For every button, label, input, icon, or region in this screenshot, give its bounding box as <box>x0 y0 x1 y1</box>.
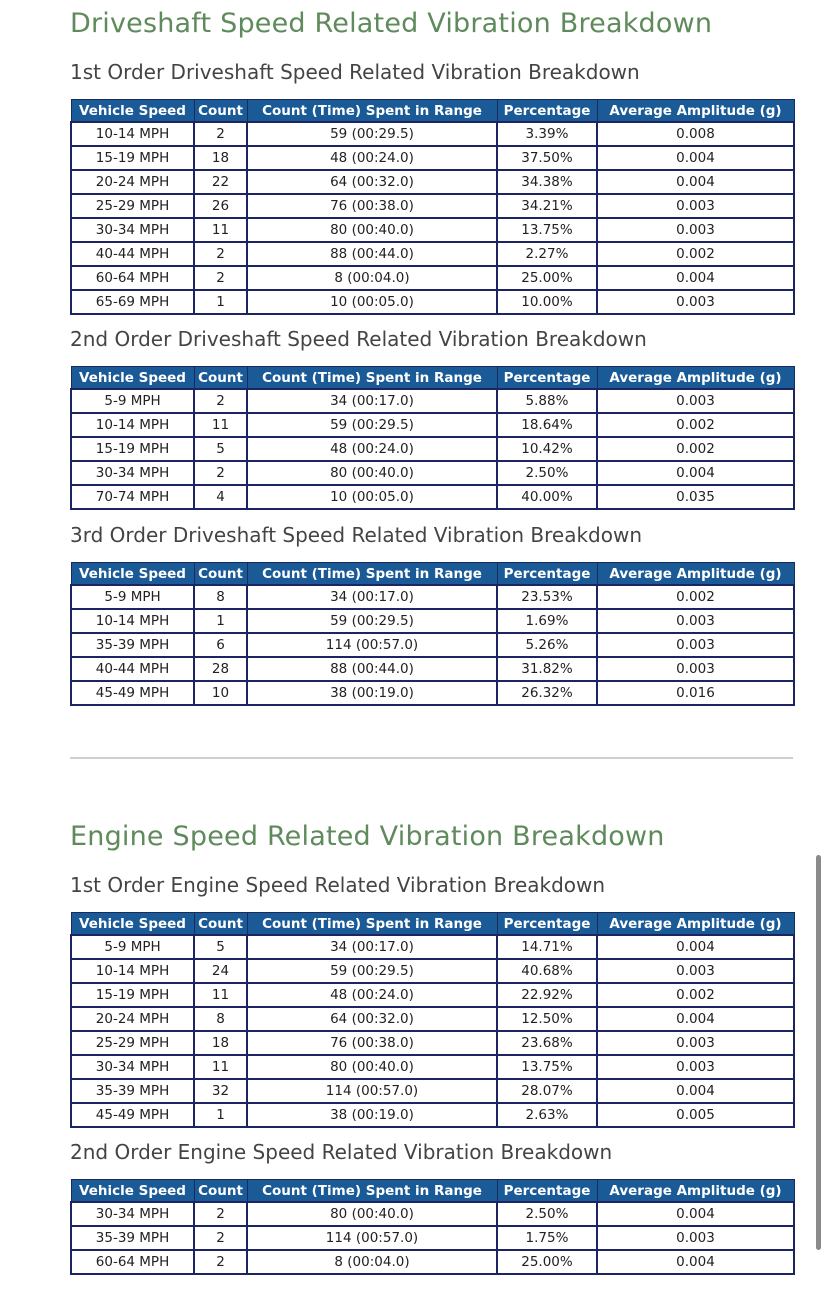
header-time-in-range: Count (Time) Spent in Range <box>247 563 497 586</box>
cell-avg-amplitude: 0.002 <box>597 437 794 461</box>
cell-avg-amplitude: 0.004 <box>597 1250 794 1274</box>
cell-time-in-range: 8 (00:04.0) <box>247 1250 497 1274</box>
cell-count: 8 <box>194 585 247 609</box>
header-count: Count <box>194 100 247 123</box>
cell-count: 4 <box>194 485 247 509</box>
cell-count: 2 <box>194 242 247 266</box>
cell-avg-amplitude: 0.002 <box>597 983 794 1007</box>
cell-count: 8 <box>194 1007 247 1031</box>
cell-time-in-range: 76 (00:38.0) <box>247 1031 497 1055</box>
header-percentage: Percentage <box>497 1180 597 1203</box>
driveshaft-section-title: Driveshaft Speed Related Vibration Breakdown <box>70 8 713 39</box>
cell-time-in-range: 10 (00:05.0) <box>247 485 497 509</box>
cell-avg-amplitude: 0.003 <box>597 1031 794 1055</box>
header-avg-amplitude: Average Amplitude (g) <box>597 100 794 123</box>
cell-vehicle-speed: 20-24 MPH <box>71 170 194 194</box>
table-header-row <box>71 367 794 390</box>
cell-vehicle-speed: 60-64 MPH <box>71 266 194 290</box>
cell-time-in-range: 59 (00:29.5) <box>247 413 497 437</box>
cell-avg-amplitude: 0.002 <box>597 242 794 266</box>
cell-percentage: 23.68% <box>497 1031 597 1055</box>
cell-avg-amplitude: 0.003 <box>597 194 794 218</box>
cell-percentage: 34.21% <box>497 194 597 218</box>
driveshaft-2nd-order-table <box>70 366 795 510</box>
cell-time-in-range: 80 (00:40.0) <box>247 1055 497 1079</box>
cell-time-in-range: 34 (00:17.0) <box>247 389 497 413</box>
cell-avg-amplitude: 0.004 <box>597 146 794 170</box>
driveshaft-1st-order-title: 1st Order Driveshaft Speed Related Vibration Breakdown <box>70 60 640 84</box>
cell-time-in-range: 34 (00:17.0) <box>247 585 497 609</box>
cell-vehicle-speed: 15-19 MPH <box>71 983 194 1007</box>
cell-avg-amplitude: 0.002 <box>597 585 794 609</box>
cell-count: 1 <box>194 290 247 314</box>
cell-percentage: 12.50% <box>497 1007 597 1031</box>
cell-count: 26 <box>194 194 247 218</box>
cell-percentage: 28.07% <box>497 1079 597 1103</box>
cell-percentage: 10.00% <box>497 290 597 314</box>
cell-count: 2 <box>194 1202 247 1226</box>
cell-time-in-range: 80 (00:40.0) <box>247 461 497 485</box>
table-header-row <box>71 100 794 123</box>
table-row <box>71 1250 794 1274</box>
header-percentage: Percentage <box>497 367 597 390</box>
table-row <box>71 1202 794 1226</box>
cell-vehicle-speed: 5-9 MPH <box>71 935 194 959</box>
table-row <box>71 437 794 461</box>
table-row <box>71 1031 794 1055</box>
table-header-row <box>71 913 794 936</box>
cell-count: 2 <box>194 266 247 290</box>
cell-avg-amplitude: 0.016 <box>597 681 794 705</box>
table-row <box>71 657 794 681</box>
table-row <box>71 1055 794 1079</box>
cell-count: 2 <box>194 461 247 485</box>
cell-time-in-range: 76 (00:38.0) <box>247 194 497 218</box>
table-row <box>71 1103 794 1127</box>
table-row <box>71 461 794 485</box>
cell-vehicle-speed: 35-39 MPH <box>71 1079 194 1103</box>
cell-count: 18 <box>194 146 247 170</box>
cell-avg-amplitude: 0.003 <box>597 389 794 413</box>
cell-percentage: 10.42% <box>497 437 597 461</box>
table-row <box>71 242 794 266</box>
cell-count: 5 <box>194 935 247 959</box>
cell-vehicle-speed: 30-34 MPH <box>71 1202 194 1226</box>
header-count: Count <box>194 1180 247 1203</box>
cell-count: 28 <box>194 657 247 681</box>
table-row <box>71 1079 794 1103</box>
cell-count: 18 <box>194 1031 247 1055</box>
cell-time-in-range: 88 (00:44.0) <box>247 657 497 681</box>
cell-percentage: 25.00% <box>497 266 597 290</box>
table-row <box>71 485 794 509</box>
cell-count: 11 <box>194 218 247 242</box>
table-row <box>71 266 794 290</box>
cell-avg-amplitude: 0.004 <box>597 266 794 290</box>
table-row <box>71 122 794 146</box>
cell-count: 24 <box>194 959 247 983</box>
cell-vehicle-speed: 25-29 MPH <box>71 194 194 218</box>
cell-percentage: 13.75% <box>497 218 597 242</box>
cell-percentage: 40.00% <box>497 485 597 509</box>
cell-avg-amplitude: 0.003 <box>597 290 794 314</box>
cell-time-in-range: 38 (00:19.0) <box>247 681 497 705</box>
cell-count: 2 <box>194 122 247 146</box>
cell-percentage: 23.53% <box>497 585 597 609</box>
header-vehicle-speed: Vehicle Speed <box>71 1180 194 1203</box>
cell-avg-amplitude: 0.003 <box>597 609 794 633</box>
table-row <box>71 609 794 633</box>
cell-vehicle-speed: 5-9 MPH <box>71 389 194 413</box>
cell-count: 10 <box>194 681 247 705</box>
cell-avg-amplitude: 0.035 <box>597 485 794 509</box>
table-row <box>71 170 794 194</box>
table-row <box>71 146 794 170</box>
cell-percentage: 2.50% <box>497 1202 597 1226</box>
header-percentage: Percentage <box>497 913 597 936</box>
cell-avg-amplitude: 0.002 <box>597 413 794 437</box>
driveshaft-1st-order-table <box>70 99 795 315</box>
header-avg-amplitude: Average Amplitude (g) <box>597 1180 794 1203</box>
cell-time-in-range: 48 (00:24.0) <box>247 983 497 1007</box>
cell-vehicle-speed: 10-14 MPH <box>71 959 194 983</box>
cell-percentage: 13.75% <box>497 1055 597 1079</box>
table-row <box>71 413 794 437</box>
engine-1st-order-title: 1st Order Engine Speed Related Vibration Breakdown <box>70 873 606 897</box>
driveshaft-3rd-order-table <box>70 562 795 706</box>
cell-vehicle-speed: 45-49 MPH <box>71 681 194 705</box>
header-count: Count <box>194 563 247 586</box>
cell-avg-amplitude: 0.003 <box>597 633 794 657</box>
cell-time-in-range: 64 (00:32.0) <box>247 170 497 194</box>
cell-time-in-range: 8 (00:04.0) <box>247 266 497 290</box>
cell-time-in-range: 48 (00:24.0) <box>247 437 497 461</box>
header-time-in-range: Count (Time) Spent in Range <box>247 367 497 390</box>
cell-time-in-range: 34 (00:17.0) <box>247 935 497 959</box>
cell-percentage: 5.88% <box>497 389 597 413</box>
cell-vehicle-speed: 30-34 MPH <box>71 1055 194 1079</box>
header-time-in-range: Count (Time) Spent in Range <box>247 913 497 936</box>
header-vehicle-speed: Vehicle Speed <box>71 100 194 123</box>
cell-vehicle-speed: 10-14 MPH <box>71 413 194 437</box>
header-vehicle-speed: Vehicle Speed <box>71 367 194 390</box>
cell-time-in-range: 114 (00:57.0) <box>247 1226 497 1250</box>
cell-vehicle-speed: 40-44 MPH <box>71 657 194 681</box>
cell-avg-amplitude: 0.004 <box>597 1202 794 1226</box>
cell-time-in-range: 114 (00:57.0) <box>247 1079 497 1103</box>
cell-percentage: 18.64% <box>497 413 597 437</box>
table-header-row <box>71 563 794 586</box>
cell-count: 2 <box>194 389 247 413</box>
header-time-in-range: Count (Time) Spent in Range <box>247 100 497 123</box>
cell-vehicle-speed: 25-29 MPH <box>71 1031 194 1055</box>
table-row <box>71 194 794 218</box>
cell-percentage: 34.38% <box>497 170 597 194</box>
cell-vehicle-speed: 10-14 MPH <box>71 122 194 146</box>
cell-vehicle-speed: 15-19 MPH <box>71 146 194 170</box>
cell-vehicle-speed: 40-44 MPH <box>71 242 194 266</box>
table-row <box>71 983 794 1007</box>
cell-percentage: 2.27% <box>497 242 597 266</box>
header-count: Count <box>194 367 247 390</box>
cell-count: 2 <box>194 1250 247 1274</box>
cell-avg-amplitude: 0.003 <box>597 1055 794 1079</box>
cell-time-in-range: 114 (00:57.0) <box>247 633 497 657</box>
header-count: Count <box>194 913 247 936</box>
cell-count: 11 <box>194 1055 247 1079</box>
cell-time-in-range: 88 (00:44.0) <box>247 242 497 266</box>
cell-time-in-range: 59 (00:29.5) <box>247 609 497 633</box>
cell-percentage: 14.71% <box>497 935 597 959</box>
cell-avg-amplitude: 0.003 <box>597 218 794 242</box>
engine-section-title: Engine Speed Related Vibration Breakdown <box>70 821 665 852</box>
cell-count: 5 <box>194 437 247 461</box>
engine-2nd-order-table <box>70 1179 795 1275</box>
cell-avg-amplitude: 0.004 <box>597 170 794 194</box>
cell-avg-amplitude: 0.004 <box>597 461 794 485</box>
table-row <box>71 935 794 959</box>
cell-vehicle-speed: 20-24 MPH <box>71 1007 194 1031</box>
cell-percentage: 25.00% <box>497 1250 597 1274</box>
cell-vehicle-speed: 65-69 MPH <box>71 290 194 314</box>
cell-time-in-range: 10 (00:05.0) <box>247 290 497 314</box>
cell-avg-amplitude: 0.003 <box>597 657 794 681</box>
cell-avg-amplitude: 0.005 <box>597 1103 794 1127</box>
cell-percentage: 31.82% <box>497 657 597 681</box>
cell-vehicle-speed: 30-34 MPH <box>71 461 194 485</box>
table-row <box>71 290 794 314</box>
cell-percentage: 5.26% <box>497 633 597 657</box>
cell-vehicle-speed: 15-19 MPH <box>71 437 194 461</box>
header-avg-amplitude: Average Amplitude (g) <box>597 913 794 936</box>
cell-time-in-range: 64 (00:32.0) <box>247 1007 497 1031</box>
table-row <box>71 1007 794 1031</box>
cell-percentage: 1.69% <box>497 609 597 633</box>
header-percentage: Percentage <box>497 100 597 123</box>
header-vehicle-speed: Vehicle Speed <box>71 563 194 586</box>
table-row <box>71 1226 794 1250</box>
cell-percentage: 40.68% <box>497 959 597 983</box>
header-vehicle-speed: Vehicle Speed <box>71 913 194 936</box>
cell-percentage: 2.50% <box>497 461 597 485</box>
cell-vehicle-speed: 35-39 MPH <box>71 633 194 657</box>
cell-percentage: 26.32% <box>497 681 597 705</box>
cell-percentage: 2.63% <box>497 1103 597 1127</box>
cell-time-in-range: 59 (00:29.5) <box>247 122 497 146</box>
table-row <box>71 585 794 609</box>
cell-percentage: 3.39% <box>497 122 597 146</box>
cell-vehicle-speed: 35-39 MPH <box>71 1226 194 1250</box>
cell-vehicle-speed: 45-49 MPH <box>71 1103 194 1127</box>
cell-count: 1 <box>194 609 247 633</box>
vertical-scrollbar[interactable] <box>816 855 821 1250</box>
cell-percentage: 1.75% <box>497 1226 597 1250</box>
header-avg-amplitude: Average Amplitude (g) <box>597 563 794 586</box>
cell-vehicle-speed: 60-64 MPH <box>71 1250 194 1274</box>
cell-vehicle-speed: 5-9 MPH <box>71 585 194 609</box>
cell-avg-amplitude: 0.008 <box>597 122 794 146</box>
cell-time-in-range: 38 (00:19.0) <box>247 1103 497 1127</box>
engine-1st-order-table <box>70 912 795 1128</box>
cell-time-in-range: 48 (00:24.0) <box>247 146 497 170</box>
table-row <box>71 959 794 983</box>
cell-count: 2 <box>194 1226 247 1250</box>
cell-count: 11 <box>194 983 247 1007</box>
cell-avg-amplitude: 0.004 <box>597 1079 794 1103</box>
cell-count: 11 <box>194 413 247 437</box>
table-row <box>71 633 794 657</box>
header-percentage: Percentage <box>497 563 597 586</box>
header-time-in-range: Count (Time) Spent in Range <box>247 1180 497 1203</box>
header-avg-amplitude: Average Amplitude (g) <box>597 367 794 390</box>
cell-avg-amplitude: 0.003 <box>597 1226 794 1250</box>
table-row <box>71 389 794 413</box>
driveshaft-3rd-order-title: 3rd Order Driveshaft Speed Related Vibration Breakdown <box>70 523 643 547</box>
section-divider <box>70 757 793 759</box>
cell-vehicle-speed: 70-74 MPH <box>71 485 194 509</box>
cell-count: 1 <box>194 1103 247 1127</box>
cell-time-in-range: 59 (00:29.5) <box>247 959 497 983</box>
cell-time-in-range: 80 (00:40.0) <box>247 1202 497 1226</box>
cell-time-in-range: 80 (00:40.0) <box>247 218 497 242</box>
cell-percentage: 22.92% <box>497 983 597 1007</box>
cell-count: 22 <box>194 170 247 194</box>
cell-vehicle-speed: 30-34 MPH <box>71 218 194 242</box>
table-header-row <box>71 1180 794 1203</box>
cell-avg-amplitude: 0.003 <box>597 959 794 983</box>
cell-avg-amplitude: 0.004 <box>597 935 794 959</box>
cell-vehicle-speed: 10-14 MPH <box>71 609 194 633</box>
cell-count: 6 <box>194 633 247 657</box>
table-row <box>71 218 794 242</box>
table-row <box>71 681 794 705</box>
driveshaft-2nd-order-title: 2nd Order Driveshaft Speed Related Vibration Breakdown <box>70 327 647 351</box>
cell-count: 32 <box>194 1079 247 1103</box>
cell-avg-amplitude: 0.004 <box>597 1007 794 1031</box>
engine-2nd-order-title: 2nd Order Engine Speed Related Vibration Breakdown <box>70 1140 613 1164</box>
cell-percentage: 37.50% <box>497 146 597 170</box>
